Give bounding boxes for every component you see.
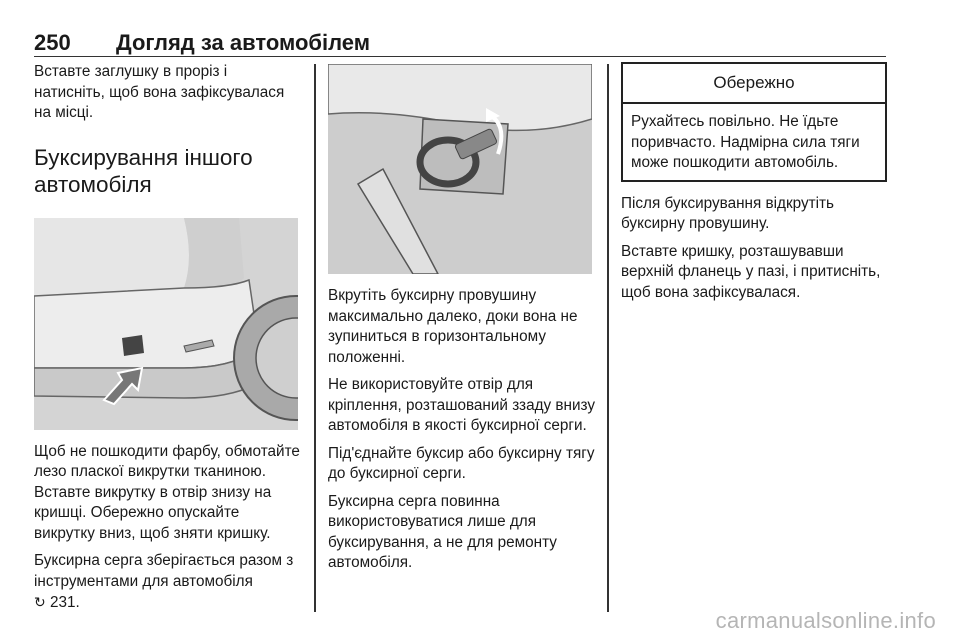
usage-paragraph: Буксирна серга повинна використовуватися лише для буксирування, а не для ремонту автомобіля. <box>328 492 557 571</box>
column-left <box>34 62 300 621</box>
intro-paragraph: Вставте заглушку в проріз і натисніть, щоб вона зафіксувалася на місці. <box>34 63 285 121</box>
column-middle <box>328 62 596 581</box>
page-number: 250 <box>34 30 71 55</box>
tow-eye-screwing-illustration <box>328 64 592 274</box>
column-right <box>621 62 887 310</box>
page-reference-number[interactable]: 231. <box>49 594 80 611</box>
connect-tow-paragraph: Під'єднайте буксир або буксирну тягу до буксирної серги. <box>328 444 595 482</box>
tow-eye-storage-text: Буксирна серга зберігається разом з інструментами для автомобіля <box>34 552 294 590</box>
caution-box <box>621 62 887 182</box>
screw-in-paragraph: Вкрутіть буксирну провушину максимально далеко, доки вона не зупиниться в горизонтальному положенні. <box>328 287 578 366</box>
column-divider <box>607 64 609 612</box>
page-reference-icon: ↻ <box>34 594 46 610</box>
reinsert-cover-paragraph: Вставте кришку, розташувавши верхній фланець у пазі, і притисніть, щоб вона зафіксувалася. <box>621 242 881 301</box>
cover-removal-paragraph: Щоб не пошкодити фарбу, обмотайте лезо пласкої викрутки тканиною. Вставте викрутку в отвір знизу на кришці. Обережно опускайте викрутку вниз, щоб зняти кришку. <box>34 442 300 542</box>
column-divider <box>314 64 316 612</box>
watermark: carmanualsonline.info <box>715 608 936 633</box>
tow-eye-storage-paragraph <box>34 551 300 614</box>
page-header <box>34 30 886 57</box>
rear-bumper-cover-illustration <box>34 218 298 430</box>
caution-text: Рухайтесь повільно. Не їдьте поривчасто. Надмірна сила тяги може пошкодити автомобіль. <box>631 113 860 171</box>
page-title: Догляд за автомобілем <box>116 30 371 55</box>
warning-hole-paragraph: Не використовуйте отвір для кріплення, розташований ззаду внизу автомобіля в якості буксирної серги. <box>328 376 596 434</box>
after-towing-paragraph: Після буксирування відкрутіть буксирну провушину. <box>621 194 835 232</box>
section-heading: Буксирування іншого автомобіля <box>34 144 253 197</box>
caution-title: Обережно <box>623 64 885 104</box>
